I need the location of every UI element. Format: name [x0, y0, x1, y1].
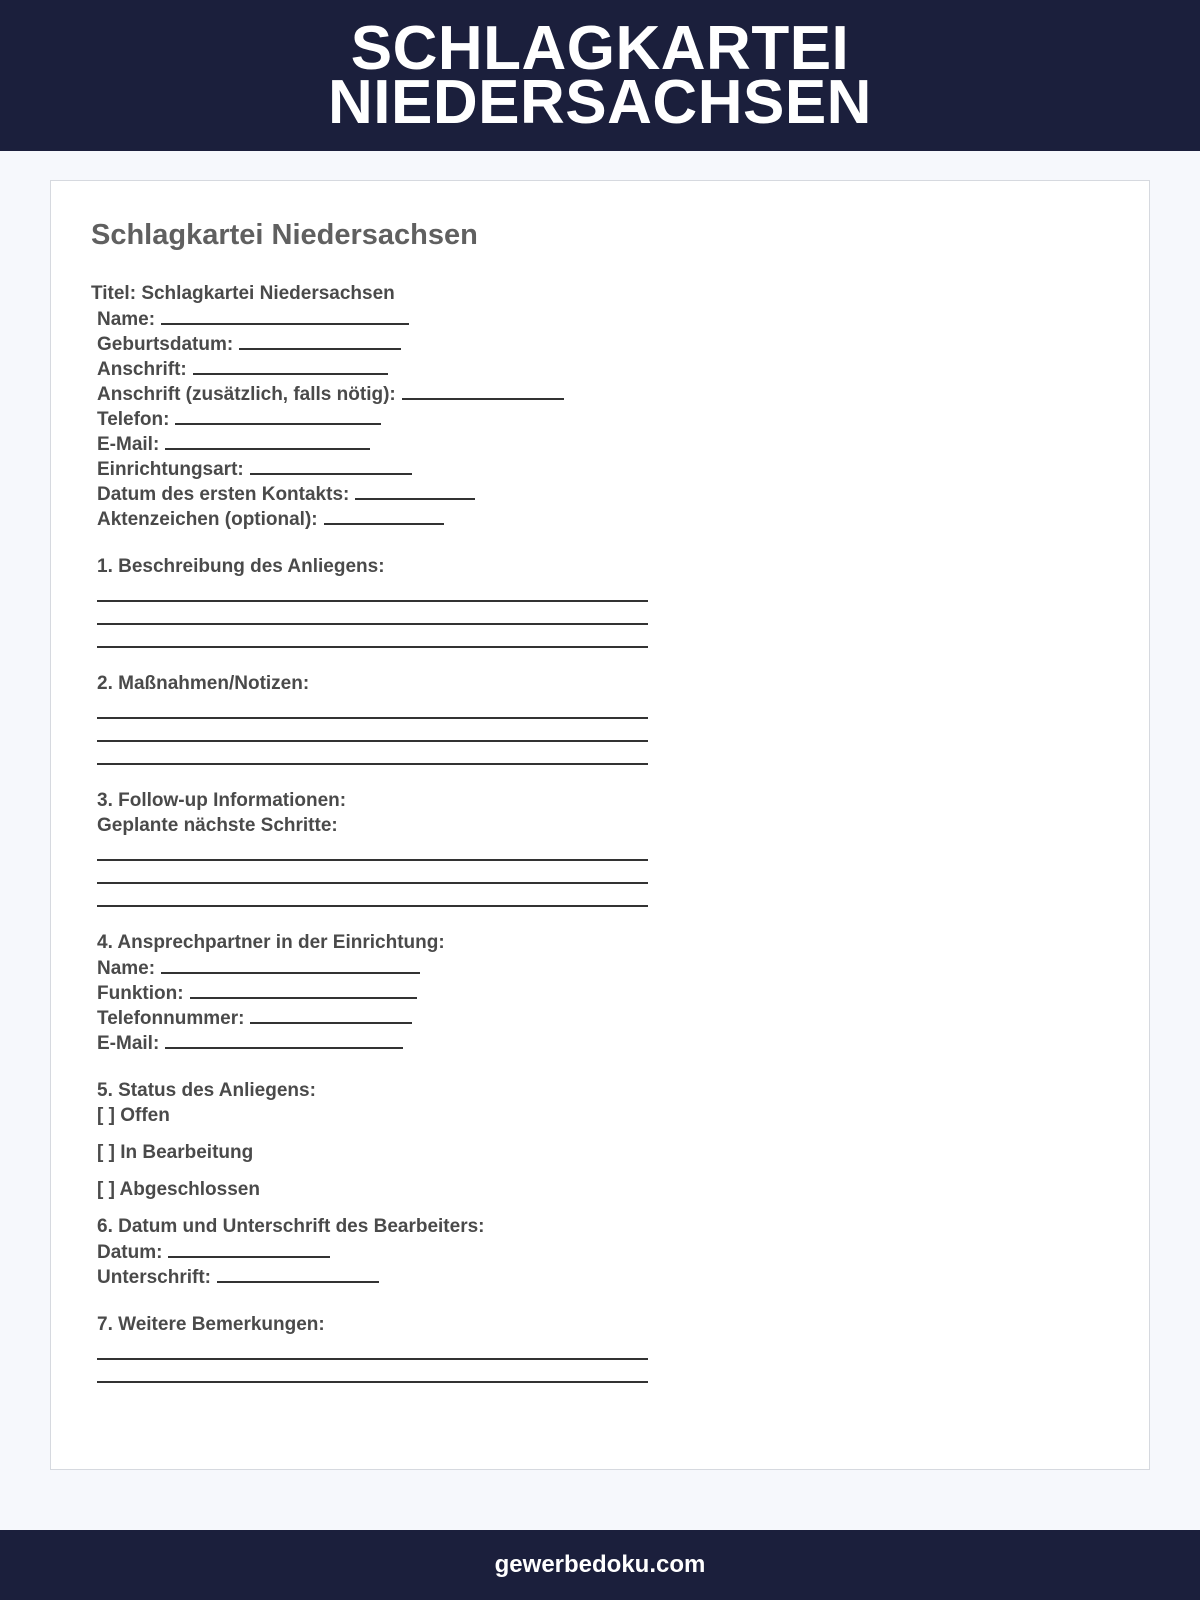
form-content — [91, 281, 1111, 1383]
writing-line — [97, 696, 648, 719]
fill-line — [165, 1030, 403, 1049]
section-6-heading: 6. Datum und Unterschrift des Bearbeiters: — [97, 1216, 485, 1237]
section-3-heading: 3. Follow-up Informationen: — [97, 790, 347, 811]
writing-line — [97, 742, 648, 765]
fill-line — [324, 506, 444, 525]
fill-line — [168, 1239, 330, 1258]
field-label: Anschrift: — [97, 359, 187, 380]
contact-function — [97, 980, 1111, 1005]
field-signature — [97, 1264, 1111, 1289]
field-label: Datum des ersten Kontakts: — [97, 484, 350, 505]
field-label: Name: — [97, 958, 156, 979]
field-label: Geburtsdatum: — [97, 334, 234, 355]
status-option-closed[interactable]: [ ] Abgeschlossen — [97, 1179, 260, 1200]
fill-line — [355, 481, 475, 500]
title-line: Titel: Schlagkartei Niedersachsen — [91, 283, 395, 304]
writing-line — [97, 838, 648, 861]
fill-line — [175, 406, 381, 425]
field-label: E-Mail: — [97, 434, 160, 455]
field-label: Telefonnummer: — [97, 1008, 245, 1029]
fill-line — [239, 331, 401, 350]
writing-line — [97, 579, 648, 602]
field-facility-type — [97, 456, 1111, 481]
writing-line — [97, 625, 648, 648]
field-name — [97, 306, 1111, 331]
section-7-heading: 7. Weitere Bemerkungen: — [97, 1314, 325, 1335]
banner-title-line-1: SCHLAGKARTEI — [350, 13, 850, 83]
contact-email — [97, 1030, 1111, 1055]
writing-line — [97, 861, 648, 884]
fill-line — [217, 1264, 379, 1283]
field-address — [97, 356, 1111, 381]
field-label: Anschrift (zusätzlich, falls nötig): — [97, 384, 396, 405]
fill-line — [193, 356, 388, 375]
section-5-heading: 5. Status des Anliegens: — [97, 1080, 316, 1101]
status-option-open[interactable]: [ ] Offen — [97, 1105, 170, 1126]
fill-line — [250, 1005, 412, 1024]
fill-line — [165, 431, 370, 450]
field-date — [97, 1239, 1111, 1264]
fill-line — [402, 381, 564, 400]
field-label: Aktenzeichen (optional): — [97, 509, 318, 530]
field-label: Datum: — [97, 1242, 163, 1263]
writing-line — [97, 1360, 648, 1383]
field-label: E-Mail: — [97, 1033, 160, 1054]
header-banner — [0, 0, 1200, 151]
contact-name — [97, 955, 1111, 980]
fill-line — [161, 955, 420, 974]
section-3-subheading: Geplante nächste Schritte: — [97, 815, 338, 836]
field-file-number — [97, 506, 1111, 531]
banner-title-line-2: NIEDERSACHSEN — [328, 67, 872, 137]
field-label: Telefon: — [97, 409, 170, 430]
field-label: Unterschrift: — [97, 1267, 212, 1288]
field-label: Funktion: — [97, 983, 184, 1004]
document-card — [50, 180, 1150, 1470]
field-first-contact-date — [97, 481, 1111, 506]
contact-phone — [97, 1005, 1111, 1030]
fill-line — [161, 306, 409, 325]
status-option-in-progress[interactable]: [ ] In Bearbeitung — [97, 1142, 254, 1163]
section-2-heading: 2. Maßnahmen/Notizen: — [97, 673, 310, 694]
field-phone — [97, 406, 1111, 431]
section-1-heading: 1. Beschreibung des Anliegens: — [97, 556, 385, 577]
field-address-extra — [97, 381, 1111, 406]
footer-bar — [0, 1530, 1200, 1600]
field-email — [97, 431, 1111, 456]
field-label: Name: — [97, 309, 156, 330]
document-heading: Schlagkartei Niedersachsen — [91, 219, 478, 251]
fill-line — [250, 456, 412, 475]
fill-line — [190, 980, 417, 999]
field-birthdate — [97, 331, 1111, 356]
field-label: Einrichtungsart: — [97, 459, 244, 480]
writing-line — [97, 1337, 648, 1360]
writing-line — [97, 884, 648, 907]
footer-site-link[interactable]: gewerbedoku.com — [494, 1551, 706, 1578]
section-4-heading: 4. Ansprechpartner in der Einrichtung: — [97, 932, 445, 953]
writing-line — [97, 719, 648, 742]
writing-line — [97, 602, 648, 625]
